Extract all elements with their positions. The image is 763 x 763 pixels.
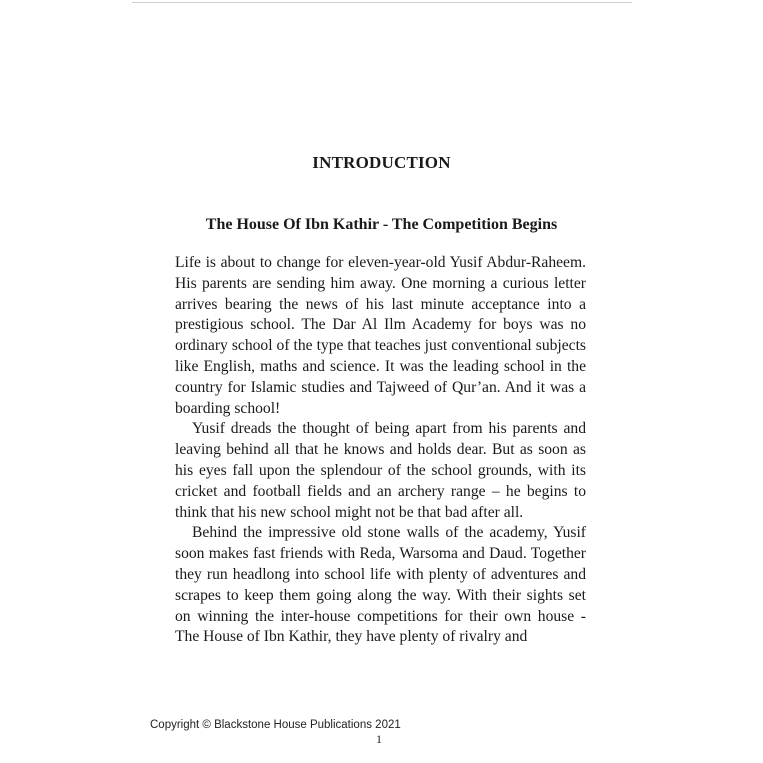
- chapter-subheading: The House Of Ibn Kathir - The Competition Begins: [205, 216, 558, 233]
- paragraph-1: Life is about to change for eleven-year-old Yusif Abdur-Raheem. His parents are sending him away. One morning a curious letter arrives bearing the news of his last minute acceptance into a prestigious school. The Dar Al Ilm Academy for boys was no ordinary school of the type that teaches just conventional subjects like English, maths and science. It was the leading school in the country for Islamic studies and Tajweed of Qur’an. And it was a boarding school!: [175, 254, 586, 417]
- top-border-line: [132, 2, 632, 3]
- paragraph-3: Behind the impressive old stone walls of the academy, Yusif soon makes fast friends with Reda, Warsoma and Daud. Together they run headlong into school life with plenty of adventures and scrapes to keep them going along the way. With their sights set on winning the inter-house competitions for their own house - The House of Ibn Kathir, they have plenty of rivalry and: [175, 524, 586, 646]
- paragraph-2: Yusif dreads the thought of being apart from his parents and leaving behind all that he knows and holds dear. But as soon as his eyes fall upon the splendour of the school grounds, with its cricket and football fields and an archery range – he begins to think that his new school might not be that bad after all.: [175, 420, 586, 521]
- page-number: 1: [376, 732, 382, 746]
- copyright-notice: Copyright © Blackstone House Publications 2021: [150, 719, 401, 731]
- page-heading: INTRODUCTION: [312, 153, 451, 172]
- body-text: [175, 253, 586, 648]
